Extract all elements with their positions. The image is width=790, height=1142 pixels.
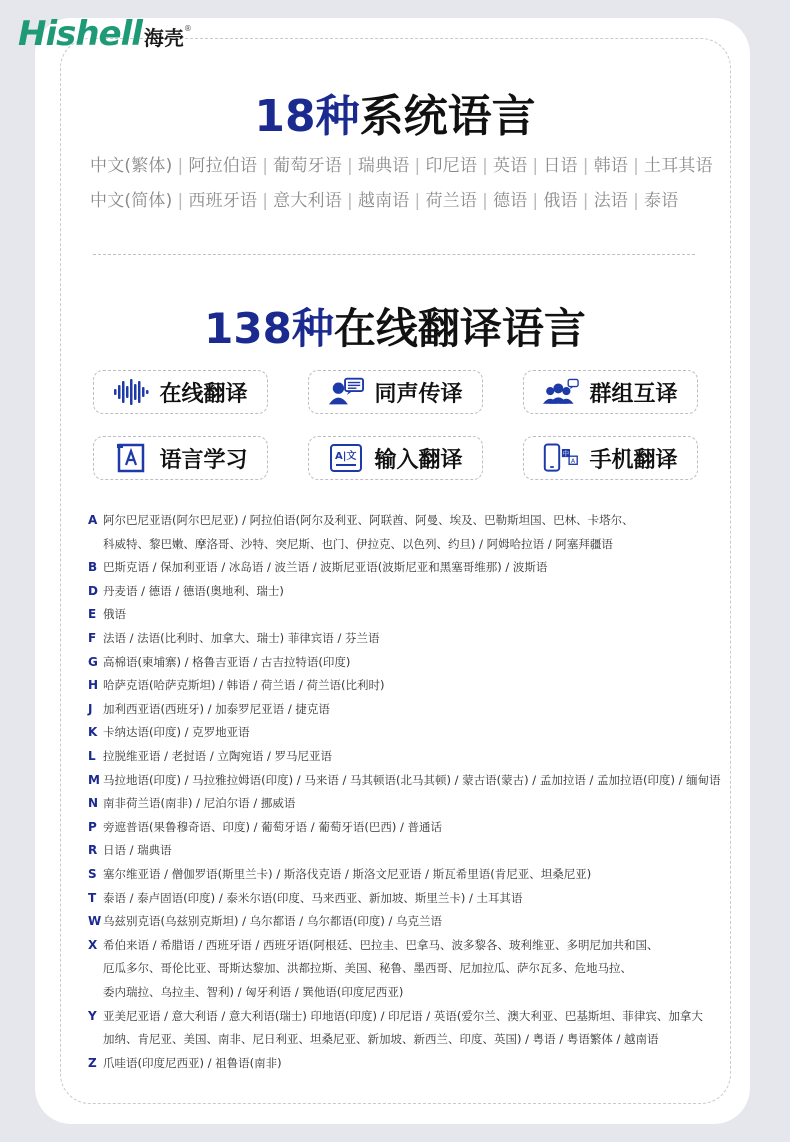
separator: | <box>346 156 353 176</box>
index-languages: 马拉地语(印度) / 马拉雅拉姆语(印度) / 马来语 / 马其顿语(北马其顿) / 蒙古语(蒙古) / 孟加拉语 / 孟加拉语(印度) / 缅甸语 <box>103 772 721 787</box>
index-languages-continued: 加纳、肯尼亚、美国、南非、尼日利亚、坦桑尼亚、新加坡、新西兰、印度、英国) / 粤语 / 粤语繁体 / 越南语 <box>103 1032 659 1047</box>
separator: | <box>582 156 589 176</box>
language-index-entry <box>88 886 523 910</box>
language-index-entry <box>88 815 442 839</box>
feature-label: 在线翻译 <box>159 381 248 407</box>
index-letter: K <box>88 725 98 740</box>
separator: | <box>633 156 640 176</box>
index-letter: M <box>88 772 100 787</box>
separator: | <box>482 191 488 211</box>
system-language-item: 阿拉伯语 <box>188 156 258 176</box>
system-languages-count: 18种 <box>254 91 360 142</box>
index-languages: 旁遮普语(果鲁穆奇语、印度) / 葡萄牙语 / 葡萄牙语(巴西) / 普通话 <box>103 819 442 834</box>
language-index-entry <box>88 579 284 603</box>
separator: | <box>414 191 421 211</box>
online-languages-count: 138种 <box>204 304 334 353</box>
system-language-item: 英语 <box>493 156 528 176</box>
feature-label: 群组互译 <box>589 381 678 407</box>
brand-name-cn: 海壳 <box>143 26 184 50</box>
feature-online-translate <box>93 370 268 414</box>
index-languages: 哈萨克语(哈萨克斯坦) / 韩语 / 荷兰语 / 荷兰语(比利时) <box>103 678 385 693</box>
language-index-entry <box>88 626 380 650</box>
separator: | <box>633 191 640 211</box>
language-index-entry <box>88 602 126 626</box>
index-letter: B <box>88 560 98 575</box>
language-index-entry <box>88 838 172 862</box>
index-languages: 阿尔巴尼亚语(阿尔巴尼亚) / 阿拉伯语(阿尔及利亚、阿联酋、阿曼、埃及、巴勒斯坦国、巴林、卡塔尔、 <box>103 513 634 527</box>
language-index-entry <box>88 744 332 768</box>
language-index-entry <box>88 909 442 933</box>
index-languages: 爪哇语(印度尼西亚) / 祖鲁语(南非) <box>103 1055 282 1070</box>
speaker-person-icon <box>328 377 364 407</box>
feature-language-learning <box>93 436 268 480</box>
feature-label: 语言学习 <box>159 447 248 473</box>
separator: | <box>532 156 539 176</box>
language-index-entry <box>88 862 591 886</box>
text-input-icon <box>328 443 364 473</box>
separator: | <box>346 191 353 211</box>
system-language-item: 韩语 <box>593 156 629 176</box>
index-languages-continued: 科威特、黎巴嫩、摩洛哥、沙特、突尼斯、也门、伊拉克、以色列、约旦) / 阿姆哈拉语 / 阿塞拜疆语 <box>103 536 613 551</box>
language-index-entry <box>88 791 295 815</box>
system-language-row-2 <box>90 186 710 211</box>
system-language-item: 俄语 <box>543 191 578 211</box>
language-index-entry <box>88 673 385 697</box>
language-index-entry <box>88 508 634 532</box>
index-letter: L <box>88 749 96 763</box>
index-languages: 塞尔维亚语 / 僧伽罗语(斯里兰卡) / 斯洛伐克语 / 斯洛文尼亚语 / 斯瓦希里语(肯尼亚、坦桑尼亚) <box>103 867 592 881</box>
index-languages: 巴斯克语 / 保加利亚语 / 冰岛语 / 波兰语 / 波斯尼亚语(波斯尼亚和黑塞哥维那) / 波斯语 <box>103 560 548 575</box>
index-languages: 俄语 <box>103 607 126 622</box>
system-language-item: 意大利语 <box>273 191 342 211</box>
index-languages: 亚美尼亚语 / 意大利语 / 意大利语(瑞士) 印地语(印度) / 印尼语 / 英语(爱尔兰、澳大利亚、巴基斯坦、菲律宾、加拿大 <box>103 1008 703 1023</box>
index-languages-continued: 委内瑞拉、乌拉圭、智利) / 匈牙利语 / 巽他语(印度尼西亚) <box>103 985 404 999</box>
index-languages: 加利西亚语(西班牙) / 加泰罗尼亚语 / 捷克语 <box>103 701 330 716</box>
svg-text:A: A <box>571 457 576 465</box>
language-index-entry <box>88 1051 282 1075</box>
index-languages-continued: 厄瓜多尔、哥伦比亚、哥斯达黎加、洪都拉斯、美国、秘鲁、墨西哥、尼加拉瓜、萨尔瓦多、危地马拉、 <box>103 961 632 976</box>
separator: | <box>582 191 589 211</box>
feature-label: 同声传译 <box>374 381 463 407</box>
brand-name-en: Hishell <box>18 14 142 54</box>
index-letter: H <box>88 678 99 693</box>
index-languages: 拉脱维亚语 / 老挝语 / 立陶宛语 / 罗马尼亚语 <box>103 749 333 763</box>
system-language-item: 土耳其语 <box>644 156 713 176</box>
svg-text:A|文: A|文 <box>335 451 357 462</box>
index-letter: J <box>88 701 93 716</box>
feature-phone-translate <box>523 436 698 480</box>
index-languages: 高棉语(柬埔寨) / 格鲁吉亚语 / 古吉拉特语(印度) <box>103 654 351 669</box>
sound-wave-icon <box>113 377 149 407</box>
index-letter: E <box>88 607 97 622</box>
separator: | <box>177 191 184 211</box>
online-languages-label: 在线翻译语言 <box>333 304 586 353</box>
system-language-item: 德语 <box>493 191 528 211</box>
feature-group-translate <box>523 370 698 414</box>
index-letter: S <box>88 867 97 881</box>
index-letter: W <box>88 914 102 929</box>
system-language-item: 泰语 <box>644 191 679 211</box>
index-letter: D <box>88 583 98 598</box>
section-divider <box>93 254 695 255</box>
language-index-entry <box>88 933 659 957</box>
system-languages-title <box>0 80 790 144</box>
system-language-item: 法语 <box>593 191 629 211</box>
feature-input-translate <box>308 436 483 480</box>
system-language-item: 葡萄牙语 <box>273 156 342 176</box>
separator: | <box>262 191 269 211</box>
index-letter: X <box>88 937 98 952</box>
system-language-item: 中文(繁体) <box>90 156 173 176</box>
index-letter: F <box>88 631 97 645</box>
separator: | <box>262 156 269 176</box>
system-language-row-1 <box>90 151 713 176</box>
index-languages: 南非荷兰语(南非) / 尼泊尔语 / 挪威语 <box>103 796 296 811</box>
separator: | <box>177 156 184 176</box>
index-letter: P <box>88 819 97 834</box>
feature-simultaneous-interpretation <box>308 370 483 414</box>
svg-text:中: 中 <box>563 450 570 458</box>
brand-logo <box>18 14 192 54</box>
index-letter: A <box>88 513 98 527</box>
index-letter: N <box>88 796 99 811</box>
language-index-entry <box>88 768 721 792</box>
language-index-entry <box>88 720 250 744</box>
index-letter: Y <box>88 1008 97 1023</box>
feature-label: 输入翻译 <box>374 447 463 473</box>
index-letter: T <box>88 890 97 905</box>
language-index-entry <box>88 697 330 721</box>
index-languages: 泰语 / 泰卢固语(印度) / 泰米尔语(印度、马来西亚、新加坡、斯里兰卡) / 土耳其语 <box>103 890 523 905</box>
index-languages: 丹麦语 / 德语 / 德语(奥地利、瑞士) <box>103 583 284 598</box>
system-language-item: 越南语 <box>357 191 410 211</box>
feature-label: 手机翻译 <box>589 447 678 473</box>
index-letter: G <box>88 654 98 669</box>
separator: | <box>414 156 421 176</box>
index-letter: R <box>88 843 98 858</box>
separator: | <box>532 191 539 211</box>
system-language-item: 西班牙语 <box>188 191 258 211</box>
language-index-entry <box>88 1004 703 1028</box>
system-language-item: 中文(简体) <box>90 191 173 211</box>
index-letter: Z <box>88 1055 97 1070</box>
system-language-item: 日语 <box>543 156 578 176</box>
index-languages: 日语 / 瑞典语 <box>103 843 172 858</box>
system-language-item: 荷兰语 <box>425 191 478 211</box>
language-index-entry <box>88 650 350 674</box>
separator: | <box>482 156 488 176</box>
phone-translate-icon <box>543 443 579 473</box>
registered-mark: ® <box>183 24 192 33</box>
system-language-item: 瑞典语 <box>357 156 410 176</box>
index-languages: 卡纳达语(印度) / 克罗地亚语 <box>103 725 250 740</box>
book-letter-icon <box>113 443 149 473</box>
system-languages-label: 系统语言 <box>359 91 536 142</box>
language-index-entry <box>88 555 547 579</box>
index-languages: 乌兹别克语(乌兹别克斯坦) / 乌尔都语 / 乌尔都语(印度) / 乌克兰语 <box>103 914 442 929</box>
group-chat-icon <box>543 377 579 407</box>
system-language-item: 印尼语 <box>425 156 478 176</box>
index-languages: 希伯来语 / 希腊语 / 西班牙语 / 西班牙语(阿根廷、巴拉圭、巴拿马、波多黎各、玻利维亚、多明尼加共和国、 <box>103 937 659 952</box>
online-languages-title <box>0 296 790 356</box>
index-languages: 法语 / 法语(比利时、加拿大、瑞士) 菲律宾语 / 芬兰语 <box>103 631 380 645</box>
